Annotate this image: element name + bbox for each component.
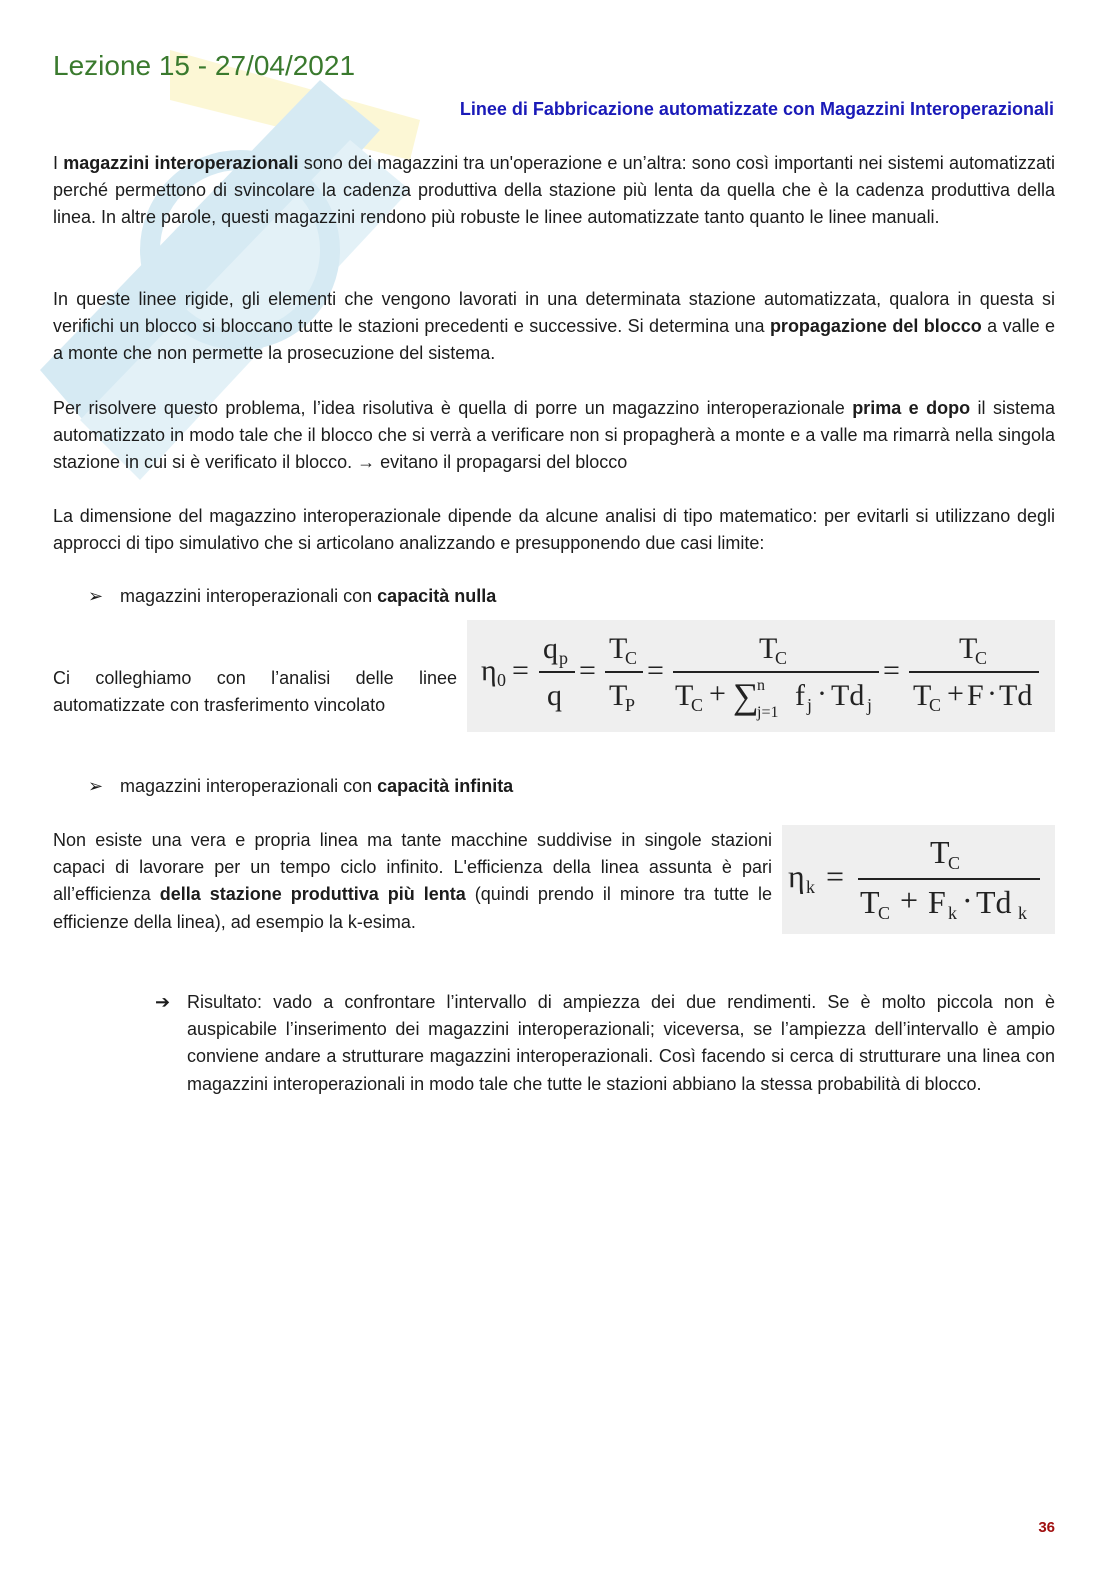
svg-text:+: + — [947, 677, 964, 710]
paragraph-dimension: La dimensione del magazzino interoperazionale dipende da alcune analisi di tipo matematico: per evitarli si utilizzano degli approcci di tipo simulativo che si articolano analizzando e presupponendo due casi limite: — [53, 506, 1055, 554]
svg-text:T: T — [675, 679, 694, 712]
svg-text:=: = — [647, 654, 664, 687]
arrow-right-icon: ➔ — [155, 992, 171, 1012]
svg-text:P: P — [625, 695, 636, 715]
section-subtitle: Linee di Fabbricazione automatizzate con Magazzini Interoperazionali — [459, 99, 1054, 119]
svg-text:C: C — [691, 695, 704, 715]
paragraph-intro: I magazzini interoperazionali sono dei magazzini tra un'operazione e un’altra: sono così importanti nei sistemi automatizzati perché permettono di svincolare la cadenza produttiva della stazione più lenta da quella che è la cadenza produttiva della linea. In altre parole, questi magazzini rendono più robuste le linee automatizzate tanto quanto le linee manuali. — [53, 153, 1055, 228]
svg-text:F: F — [928, 884, 946, 920]
svg-text:=: = — [883, 654, 900, 687]
svg-text:T: T — [913, 679, 932, 712]
svg-text:0: 0 — [497, 670, 506, 690]
result-text: Risultato: vado a confrontare l’intervallo di ampiezza dei due rendimenti. Se è molto piccola non è auspicabile l’inserimento dei magazzini interoperazionali; viceversa, se l’ampiezza dell’intervallo è ampio conviene andare a strutturare magazzini interoperazionali. Così facendo si cerca di strutturare una linea con magazzini interoperazionali in modo tale che tutte le stazioni abbiano la stessa probabilità di blocco. — [187, 992, 1055, 1094]
svg-text:j: j — [807, 695, 813, 715]
bullet-arrow-icon: ➢ — [88, 776, 104, 796]
svg-text:p: p — [559, 648, 568, 668]
formula1-eta: η — [481, 654, 497, 687]
result-note — [155, 989, 1055, 1098]
svg-text:j=1: j=1 — [757, 704, 779, 721]
bullet-null-capacity: ➢ magazzini interoperazionali con capacità nulla — [88, 583, 496, 610]
formula-eta-zero — [467, 620, 1055, 732]
svg-text:C: C — [878, 903, 891, 923]
svg-text:C: C — [929, 695, 942, 715]
svg-text:·: · — [987, 677, 997, 710]
svg-text:n: n — [757, 677, 765, 694]
svg-text:T: T — [860, 884, 880, 920]
svg-text:=: = — [826, 858, 845, 894]
svg-text:F: F — [967, 679, 984, 712]
svg-text:·: · — [962, 882, 973, 918]
svg-text:C: C — [775, 648, 788, 668]
svg-text:Td: Td — [976, 884, 1012, 920]
svg-text:T: T — [609, 679, 628, 712]
svg-text:q: q — [543, 632, 558, 665]
paragraph-solution: Per risolvere questo problema, l’idea risolutiva è quella di porre un magazzino interoperazionale prima e dopo il sistema automatizzato in modo tale che il blocco che si verrà a verificare non si propagherà a monte e a valle ma rimarrà nella singola stazione in cui si è verificato il blocco. → evitano il propagarsi del blocco — [53, 398, 1055, 473]
paragraph-infinite-capacity: Non esiste una vera e propria linea ma tante macchine suddivise in singole stazioni capaci di lavorare per un tempo ciclo infinito. L'efficienza della linea assunta è pari all’efficienza della stazione produttiva più lenta (quindi prendo il minore tra tutte le efficienze della linea), ad esempio la k-esima. — [53, 830, 772, 932]
svg-text:k: k — [806, 877, 815, 897]
svg-text:T: T — [609, 632, 628, 665]
svg-text:=: = — [579, 654, 596, 687]
svg-text:C: C — [948, 853, 961, 873]
note-constrained-transfer: Ci colleghiamo con l’analisi delle linee automatizzate con trasferimento vincolato — [53, 668, 457, 716]
formula-eta-k — [782, 825, 1055, 934]
page-number: 36 — [1038, 1519, 1055, 1536]
svg-text:j: j — [867, 695, 873, 715]
svg-text:η: η — [788, 858, 805, 894]
svg-text:k: k — [1018, 903, 1027, 923]
svg-text:·: · — [817, 677, 827, 710]
svg-text:C: C — [625, 648, 638, 668]
page-title: Lezione 15 - 27/04/2021 — [53, 50, 356, 81]
bullet-arrow-icon: ➢ — [88, 586, 104, 606]
svg-text:T: T — [930, 834, 950, 870]
svg-text:k: k — [948, 903, 957, 923]
svg-text:C: C — [975, 648, 988, 668]
svg-text:Td: Td — [831, 679, 865, 712]
svg-text:T: T — [959, 632, 978, 665]
svg-text:T: T — [759, 632, 778, 665]
svg-text:=: = — [512, 654, 529, 687]
svg-text:∑: ∑ — [733, 676, 759, 716]
bullet-infinite-capacity: ➢ magazzini interoperazionali con capacità infinita — [88, 773, 513, 800]
svg-text:+: + — [900, 882, 919, 918]
svg-text:f: f — [795, 679, 805, 712]
svg-text:Td: Td — [999, 679, 1033, 712]
paragraph-rigid-lines: In queste linee rigide, gli elementi che vengono lavorati in una determinata stazione automatizzata, qualora in questa si verifichi un blocco si bloccano tutte le stazioni precedenti e successive. Si determina una propagazione del blocco a valle e a monte che non permette la prosecuzione del sistema. — [53, 289, 1055, 364]
svg-text:+: + — [709, 677, 726, 710]
svg-text:q: q — [547, 679, 562, 712]
